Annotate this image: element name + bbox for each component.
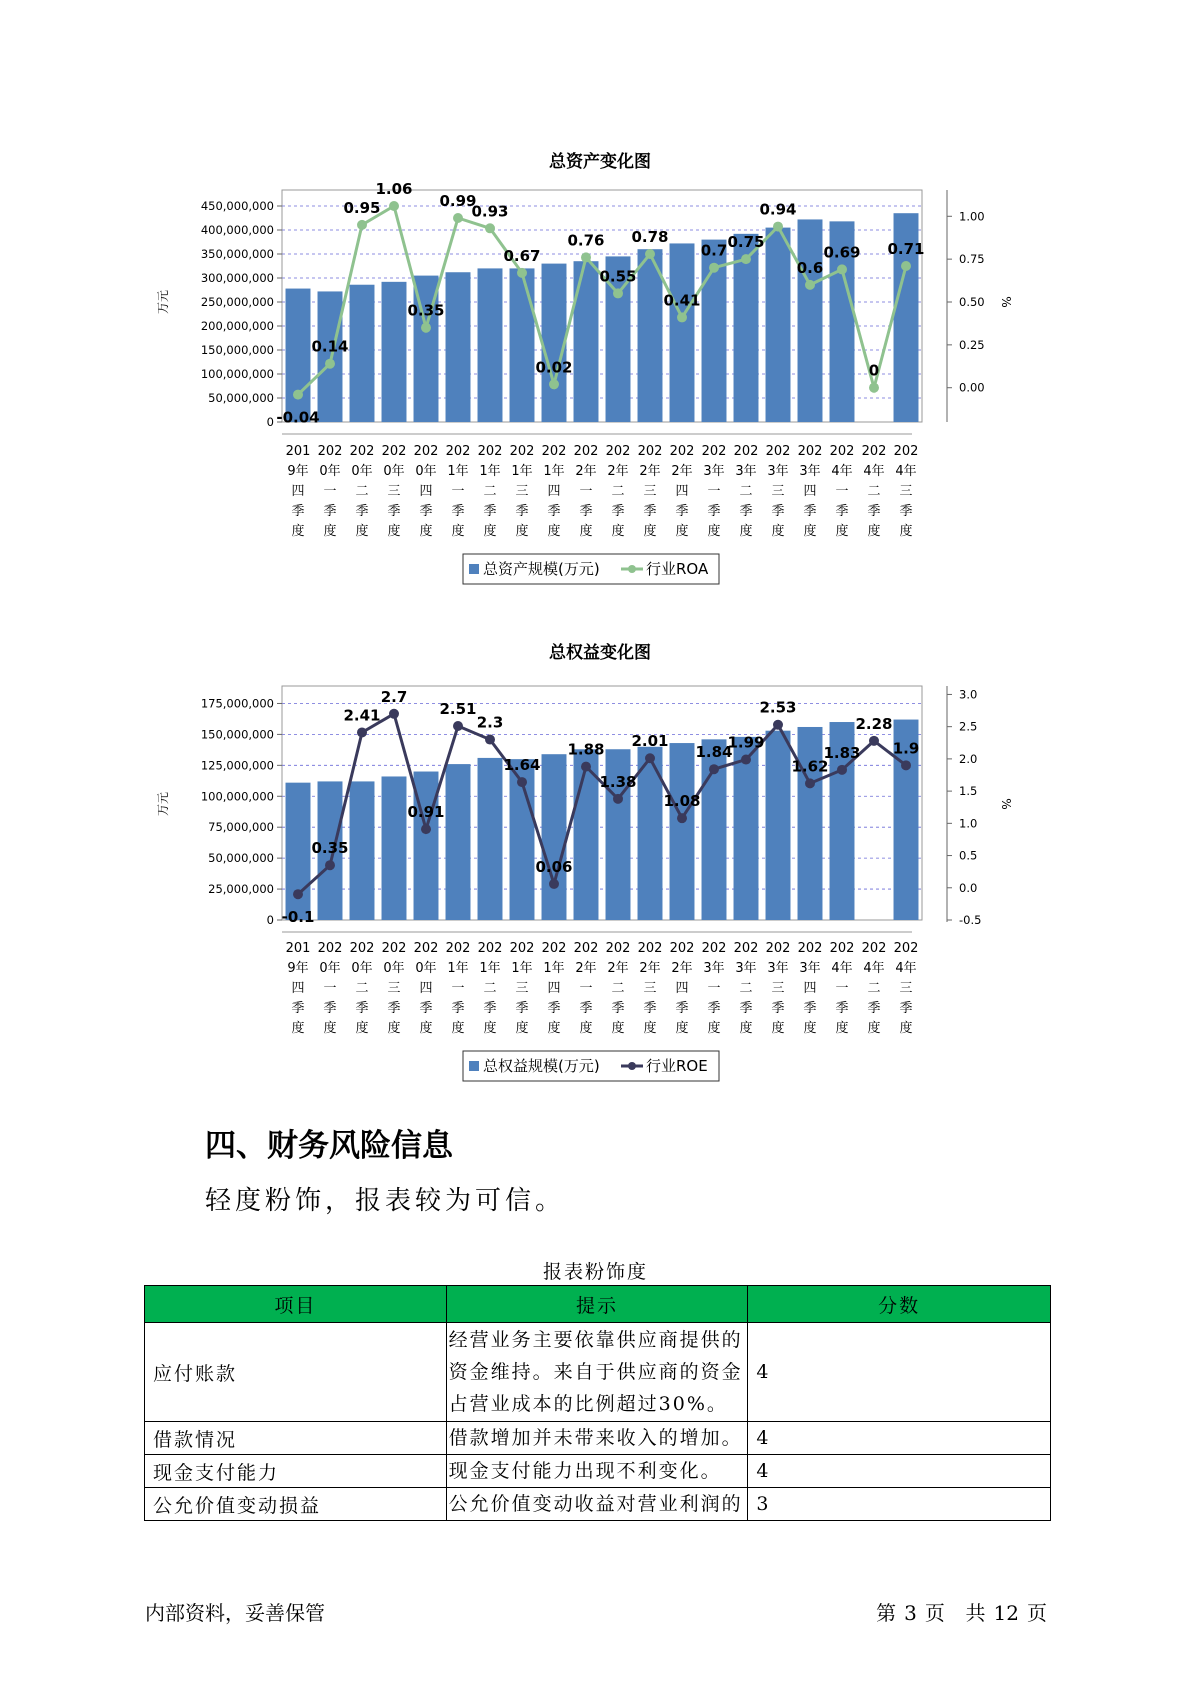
data-label: 0.78 [631, 228, 669, 246]
bar [350, 781, 375, 920]
page-current: 3 [904, 1601, 917, 1625]
y-tick-label: 75,000,000 [208, 820, 274, 835]
line-point [293, 390, 303, 400]
y-tick-label: 150,000,000 [200, 343, 274, 357]
line-point [517, 777, 527, 787]
table-row [145, 1422, 1051, 1455]
data-label: 1.62 [791, 757, 829, 776]
x-tick-label: 202 4年一季度 [829, 941, 855, 1036]
row-score: 4 [748, 1455, 1051, 1488]
data-label: 0.35 [311, 839, 349, 858]
legend-line-label: 行业ROA [646, 560, 709, 578]
data-label: 0.14 [311, 337, 349, 356]
data-label: 1.64 [503, 756, 541, 775]
page-label-pre: 第 [876, 1601, 897, 1625]
y-tick-label: 250,000,000 [200, 295, 274, 309]
x-tick-label: 202 1年一季度 [445, 941, 471, 1036]
header-item: 项目 [145, 1286, 447, 1323]
legend-bar-label: 总资产规模(万元) [483, 560, 600, 578]
data-label: 0.71 [887, 240, 925, 258]
bar [350, 285, 375, 422]
data-label: 0.91 [407, 803, 445, 822]
x-tick-label: 202 4年三季度 [893, 941, 919, 1036]
bar [542, 264, 567, 422]
line-point [773, 222, 783, 232]
data-label: 0.99 [439, 192, 477, 210]
y2-tick-label: 0.00 [959, 380, 985, 395]
bar [542, 754, 567, 920]
data-label: 0.55 [599, 267, 637, 286]
data-label: 2.28 [855, 714, 893, 733]
data-label: 2.01 [631, 732, 669, 751]
x-tick-label: 202 0年一季度 [317, 444, 343, 539]
table-row [145, 1455, 1051, 1488]
row-score: 4 [748, 1323, 1051, 1422]
x-tick-label: 202 3年三季度 [765, 941, 791, 1036]
line-point [325, 860, 335, 870]
row-score: 4 [748, 1422, 1051, 1455]
bar [798, 219, 823, 422]
line-point [677, 813, 687, 823]
y-tick-label: 150,000,000 [200, 727, 274, 742]
header-score: 分数 [748, 1286, 1051, 1323]
y2-tick-label: 0.25 [959, 337, 985, 352]
bar [670, 743, 695, 920]
data-label: 1.83 [823, 743, 861, 762]
line-point [581, 762, 591, 772]
row-tip: 公允价值变动收益对营业利润的 [446, 1488, 748, 1521]
y2-tick-label: 0.75 [959, 252, 985, 267]
line-point [869, 736, 879, 746]
line-point [805, 280, 815, 290]
bar [286, 289, 311, 422]
line-point [357, 220, 367, 230]
risk-table [144, 1285, 1051, 1521]
x-tick-label: 202 2年三季度 [637, 941, 663, 1036]
bar [766, 228, 791, 422]
y-tick-label: 50,000,000 [208, 851, 274, 866]
chart-title: 总资产变化图 [549, 152, 651, 172]
data-label: 1.9 [892, 739, 920, 758]
y-tick-label: 450,000,000 [200, 199, 274, 213]
line-point [773, 720, 783, 730]
page-total-pre: 共 [965, 1601, 986, 1625]
data-label: 0.06 [535, 857, 573, 876]
page-total-post: 页 [1027, 1601, 1047, 1625]
legend-line-label: 行业ROE [646, 1057, 708, 1075]
bar [382, 776, 407, 920]
bar [798, 727, 823, 920]
line-point [613, 794, 623, 804]
bar [766, 731, 791, 920]
bar [286, 783, 311, 920]
x-tick-label: 202 3年一季度 [701, 941, 727, 1036]
data-label: 0.75 [727, 233, 765, 252]
x-tick-label: 202 3年四季度 [797, 941, 823, 1036]
line-point [389, 709, 399, 719]
data-label: 0.35 [407, 301, 445, 320]
data-label: 1.08 [663, 792, 701, 811]
bar [638, 249, 663, 422]
row-score: 3 [748, 1488, 1051, 1521]
x-tick-label: 202 1年四季度 [541, 941, 567, 1036]
x-tick-label: 202 2年一季度 [573, 444, 599, 539]
y2-tick-label: 0.0 [959, 880, 978, 895]
table-caption: 报表粉饰度 [542, 1261, 648, 1283]
table-row [145, 1323, 1051, 1422]
x-tick-label: 202 3年三季度 [765, 444, 791, 539]
data-label: 0 [868, 361, 880, 380]
data-label: 0.02 [535, 358, 573, 377]
y2-tick-label: 0.5 [959, 848, 978, 863]
legend-bar-swatch [469, 1061, 479, 1071]
y-tick-label: 125,000,000 [200, 758, 274, 773]
section-subtitle: 轻度粉饰，报表较为可信。 [205, 1186, 566, 1216]
line-point [709, 263, 719, 273]
y-tick-label: 300,000,000 [200, 271, 274, 285]
y-tick-label: 100,000,000 [200, 789, 274, 804]
y2-tick-label: 1.0 [959, 816, 978, 831]
legend-bar-swatch [469, 564, 479, 574]
line-point [709, 764, 719, 774]
data-label: -0.04 [276, 408, 320, 427]
x-tick-label: 202 0年四季度 [413, 941, 439, 1036]
y2-tick-label: 1.00 [959, 209, 985, 224]
line-point [741, 755, 751, 765]
data-label: 0.69 [823, 243, 861, 262]
y-tick-label: 350,000,000 [200, 247, 274, 261]
footer-confidential: 内部资料，妥善保管 [145, 1601, 325, 1625]
row-item: 借款情况 [145, 1422, 447, 1455]
line-point [549, 379, 559, 389]
line-point [805, 778, 815, 788]
bar [478, 268, 503, 422]
data-label: 1.88 [567, 740, 605, 759]
data-label: 2.41 [343, 706, 381, 725]
data-label: 1.06 [375, 180, 413, 198]
y-tick-label: 25,000,000 [208, 882, 274, 897]
x-tick-label: 202 3年二季度 [733, 941, 759, 1036]
row-item: 现金支付能力 [145, 1455, 447, 1488]
x-tick-label: 202 2年二季度 [605, 941, 631, 1036]
x-tick-label: 202 2年一季度 [573, 941, 599, 1036]
line-point [421, 824, 431, 834]
line-point [901, 760, 911, 770]
line-point [485, 223, 495, 233]
data-label: 1.84 [695, 743, 733, 762]
line-point [901, 261, 911, 271]
line-point [837, 765, 847, 775]
y-tick-label: 100,000,000 [200, 367, 274, 381]
section-title: 四、财务风险信息 [205, 1128, 453, 1164]
x-tick-label: 202 2年三季度 [637, 444, 663, 539]
plot-frame [282, 190, 925, 422]
data-label: 2.3 [476, 713, 504, 732]
total-assets-chart [0, 130, 1191, 600]
line-point [837, 264, 847, 274]
legend-line-marker [628, 1062, 636, 1070]
x-tick-label: 201 9年四季度 [285, 941, 311, 1036]
line-point [613, 288, 623, 298]
y-axis-title: 万元 [156, 791, 170, 817]
data-label: 0.95 [343, 198, 381, 217]
x-tick-label: 202 4年三季度 [893, 444, 919, 539]
x-tick-label: 202 0年二季度 [349, 444, 375, 539]
data-label: 1.99 [727, 733, 765, 752]
x-tick-label: 202 4年二季度 [861, 444, 887, 539]
bar [670, 243, 695, 422]
bar [478, 758, 503, 920]
x-tick-label: 202 3年二季度 [733, 444, 759, 539]
bar [382, 282, 407, 422]
line-point [389, 201, 399, 211]
x-tick-label: 202 3年四季度 [797, 444, 823, 539]
y2-tick-label: 1.5 [959, 784, 978, 799]
bar [446, 272, 471, 422]
line-point [581, 252, 591, 262]
y-tick-label: 50,000,000 [208, 391, 274, 405]
data-label: 1.38 [599, 772, 637, 791]
y2-tick-label: -0.5 [959, 913, 982, 927]
y2-tick-label: 0.50 [959, 295, 985, 309]
data-label: 2.7 [380, 687, 408, 706]
line-point [645, 249, 655, 259]
legend-bar-label: 总权益规模(万元) [483, 1057, 600, 1075]
x-tick-label: 202 2年二季度 [605, 444, 631, 539]
bar [318, 291, 343, 422]
line-point [645, 753, 655, 763]
x-tick-label: 202 1年三季度 [509, 444, 535, 539]
line-point [357, 727, 367, 737]
x-tick-label: 202 2年四季度 [669, 941, 695, 1036]
data-label: 0.7 [700, 241, 728, 260]
bar [510, 268, 535, 422]
y-tick-label: 0 [266, 913, 274, 927]
row-item: 公允价值变动损益 [145, 1488, 447, 1521]
data-label: 0.6 [796, 258, 824, 277]
data-label: 2.53 [759, 698, 797, 717]
line-point [517, 268, 527, 278]
y2-axis-title: % [999, 296, 1013, 308]
line-point [677, 312, 687, 322]
y-tick-label: 175,000,000 [200, 696, 274, 711]
row-item: 应付账款 [145, 1323, 447, 1422]
line-point [485, 735, 495, 745]
data-label: -0.1 [281, 908, 315, 927]
page-label-mid: 页 [924, 1601, 945, 1625]
line-point [549, 879, 559, 889]
x-tick-label: 202 0年三季度 [381, 941, 407, 1036]
table-row [145, 1488, 1051, 1521]
data-label: 0.93 [471, 202, 509, 221]
y-tick-label: 400,000,000 [200, 223, 274, 237]
chart-title: 总权益变化图 [549, 643, 651, 663]
x-tick-label: 202 1年三季度 [509, 941, 535, 1036]
x-tick-label: 201 9年四季度 [285, 444, 311, 539]
data-label: 0.76 [567, 231, 605, 250]
table-header-row [145, 1286, 1051, 1323]
y2-tick-label: 2.0 [959, 751, 978, 766]
data-label: 0.41 [663, 291, 701, 310]
y-axis-title: 万元 [156, 289, 170, 315]
x-tick-label: 202 0年一季度 [317, 941, 343, 1036]
header-tip: 提示 [446, 1286, 748, 1323]
footer-page-number [872, 1597, 1051, 1626]
x-tick-label: 202 0年二季度 [349, 941, 375, 1036]
x-tick-label: 202 1年四季度 [541, 444, 567, 539]
line-point [453, 721, 463, 731]
page-total: 12 [993, 1601, 1019, 1625]
row-tip: 经营业务主要依靠供应商提供的资金维持。来自于供应商的资金占营业成本的比例超过30%。 [446, 1323, 748, 1422]
bar [446, 764, 471, 920]
x-tick-label: 202 1年二季度 [477, 444, 503, 539]
x-tick-label: 202 0年三季度 [381, 444, 407, 539]
total-equity-chart [0, 630, 1191, 1100]
y-tick-label: 0 [266, 415, 274, 429]
legend-line-marker [628, 565, 636, 573]
y2-tick-label: 3.0 [959, 687, 978, 702]
line-point [293, 889, 303, 899]
x-tick-label: 202 3年一季度 [701, 444, 727, 539]
data-label: 0.94 [759, 200, 797, 219]
data-label: 0.67 [503, 246, 541, 265]
bar [574, 261, 599, 422]
data-label: 2.51 [439, 700, 477, 719]
x-tick-label: 202 1年二季度 [477, 941, 503, 1036]
line-point [453, 213, 463, 223]
line-point [869, 383, 879, 393]
y2-axis-title: % [999, 798, 1013, 810]
x-tick-label: 202 1年一季度 [445, 444, 471, 539]
line-point [325, 359, 335, 369]
y2-tick-label: 2.5 [959, 719, 978, 734]
line-point [741, 254, 751, 264]
row-tip: 现金支付能力出现不利变化。 [446, 1455, 748, 1488]
y-tick-label: 200,000,000 [200, 319, 274, 333]
x-tick-label: 202 2年四季度 [669, 444, 695, 539]
line-point [421, 323, 431, 333]
row-tip: 借款增加并未带来收入的增加。 [446, 1422, 748, 1455]
x-tick-label: 202 4年一季度 [829, 444, 855, 539]
x-tick-label: 202 0年四季度 [413, 444, 439, 539]
x-tick-label: 202 4年二季度 [861, 941, 887, 1036]
